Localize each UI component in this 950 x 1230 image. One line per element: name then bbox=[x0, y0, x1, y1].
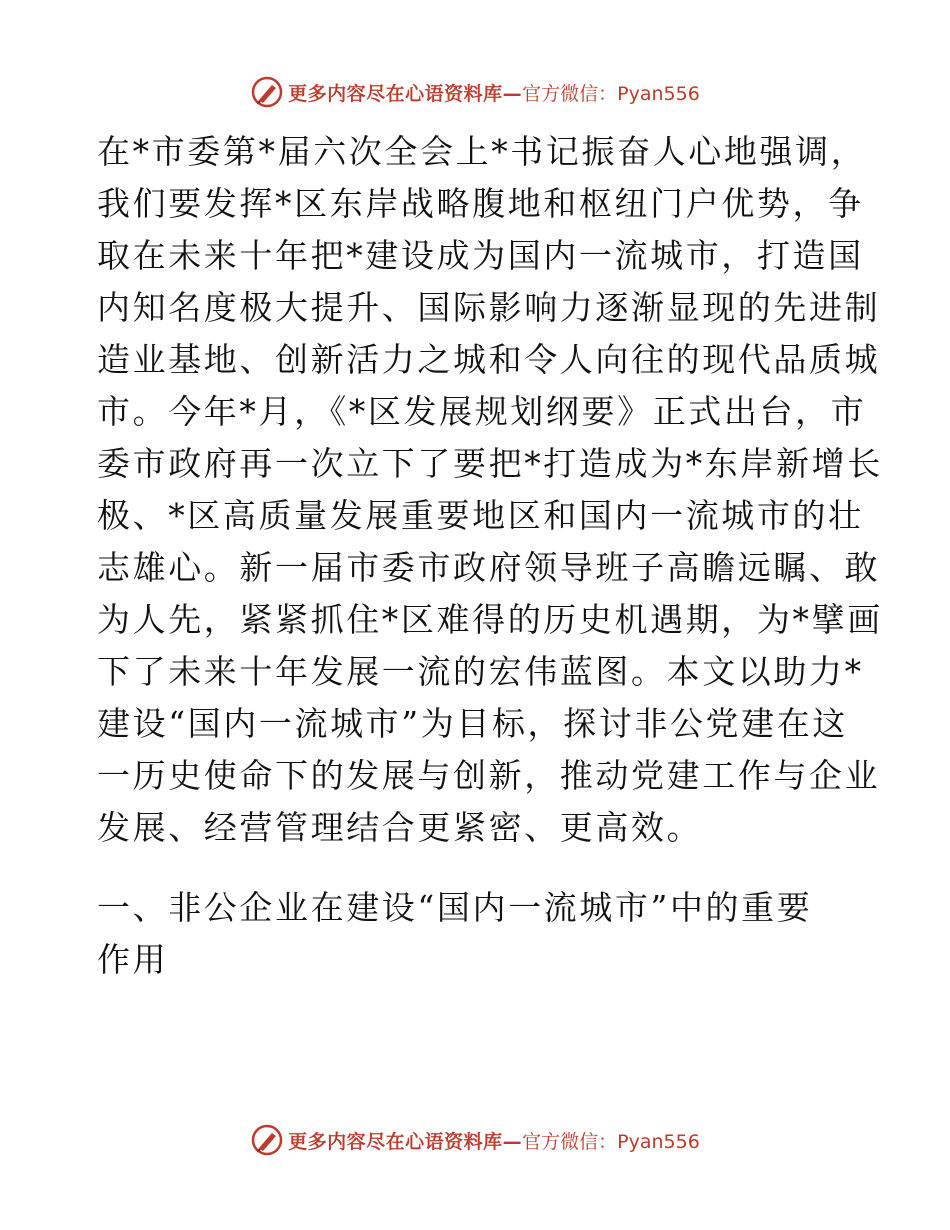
text-line: 下了未来十年发展一流的宏伟蓝图。本文以助力* bbox=[97, 652, 864, 691]
text-line: 建设“国内一流城市”为目标，探讨非公党建在这 bbox=[97, 704, 848, 743]
text-line: 极、*区高质量发展重要地区和国内一流城市的壮 bbox=[97, 496, 864, 535]
heading-line: 作用 bbox=[97, 940, 169, 979]
header-banner-text: 更多内容尽在心语资料库— bbox=[288, 82, 523, 105]
footer-watermark-banner bbox=[0, 1120, 950, 1160]
header-watermark-banner bbox=[0, 72, 950, 112]
text-line: 在*市委第*届六次全会上*书记振奋人心地强调， bbox=[97, 132, 867, 171]
pen-in-circle-logo bbox=[250, 1123, 284, 1157]
text-line: 发展、经营管理结合更紧密、更高效。 bbox=[97, 808, 703, 847]
paragraph-gap bbox=[97, 854, 857, 882]
text-line: 我们要发挥*区东岸战略腹地和枢纽门户优势，争 bbox=[97, 184, 864, 223]
text-line: 造业基地、创新活力之城和令人向往的现代品质城 bbox=[97, 340, 881, 379]
text-line: 一历史使命下的发展与创新，推动党建工作与企业 bbox=[97, 756, 881, 795]
heading-line: 一、非公企业在建设“国内一流城市”中的重要 bbox=[97, 888, 813, 927]
footer-banner-text: 更多内容尽在心语资料库— bbox=[288, 1130, 523, 1153]
pen-in-circle-logo bbox=[250, 75, 284, 109]
section-heading-1 bbox=[97, 882, 857, 986]
header-banner-contact: 官方微信：Pyan556 bbox=[522, 82, 700, 105]
text-line: 取在未来十年把*建设成为国内一流城市，打造国 bbox=[97, 236, 864, 275]
footer-banner-contact: 官方微信：Pyan556 bbox=[522, 1130, 700, 1153]
paragraph-intro bbox=[97, 126, 883, 854]
text-line: 为人先，紧紧抓住*区难得的历史机遇期，为*擘画 bbox=[97, 600, 883, 639]
text-line: 市。今年*月，《*区发展规划纲要》正式出台，市 bbox=[97, 392, 867, 431]
text-line: 志雄心。新一届市委市政府领导班子高瞻远瞩、敢 bbox=[97, 548, 881, 587]
text-line: 委市政府再一次立下了要把*打造成为*东岸新增长 bbox=[97, 444, 883, 483]
document-body bbox=[97, 126, 883, 986]
text-line: 内知名度极大提升、国际影响力逐渐显现的先进制 bbox=[97, 288, 881, 327]
